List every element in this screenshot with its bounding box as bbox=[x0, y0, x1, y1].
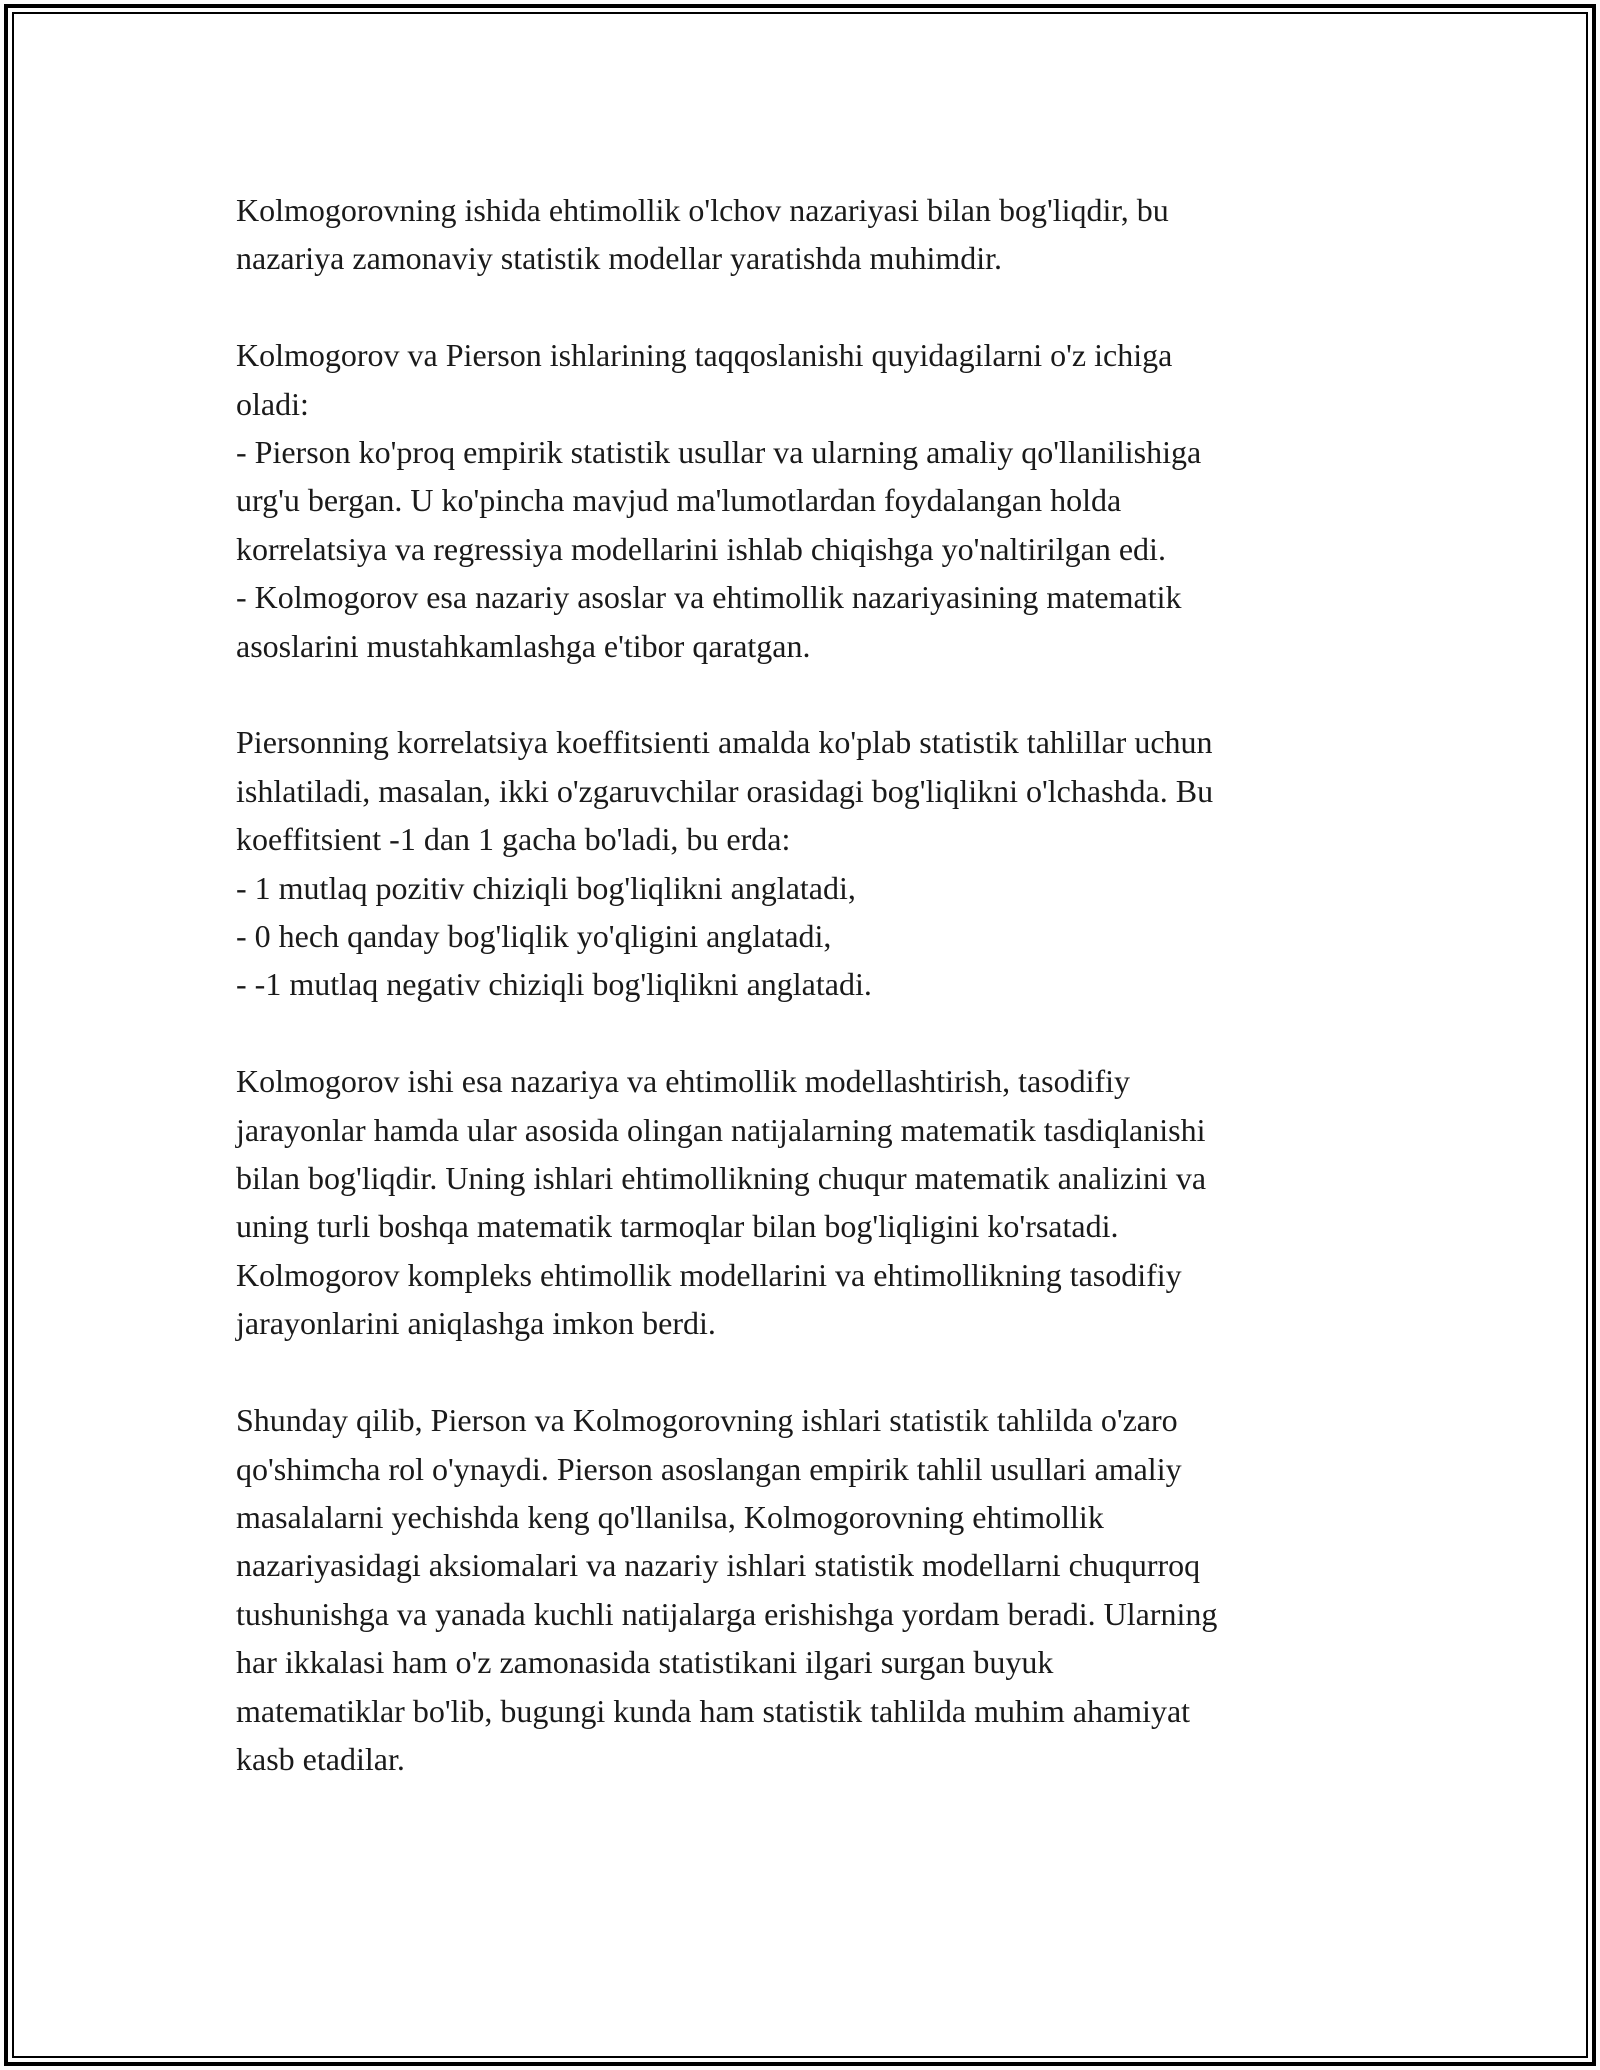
text-line: jarayonlar hamda ular asosida olingan natijalarning matematik tasdiqlanishi bbox=[236, 1111, 1206, 1148]
list-item: - 1 mutlaq pozitiv chiziqli bog'liqlikni anglatadi, bbox=[236, 869, 856, 906]
list-item: - Kolmogorov esa nazariy asoslar va ehtimollik nazariyasining matematik bbox=[236, 579, 1182, 616]
text-line: qo'shimcha rol o'ynaydi. Pierson asoslangan empirik tahlil usullari amaliy bbox=[236, 1450, 1182, 1487]
text-line: Piersonning korrelatsiya koeffitsienti amalda ko'plab statistik tahlillar uchun bbox=[236, 724, 1213, 761]
text-line: Kolmogorov va Pierson ishlarining taqqoslanishi quyidagilarni o'z ichiga bbox=[236, 337, 1173, 374]
text-line: masalalarni yechishda keng qo'llanilsa, Kolmogorovning ehtimollik bbox=[236, 1498, 1104, 1535]
text-line: bilan bog'liqdir. Uning ishlari ehtimollikning chuqur matematik analizini va bbox=[236, 1160, 1207, 1197]
text-line: Kolmogorov kompleks ehtimollik modellarini va ehtimollikning tasodifiy bbox=[236, 1256, 1182, 1293]
text-line: har ikkalasi ham o'z zamonasida statistikani ilgari surgan buyuk bbox=[236, 1644, 1054, 1681]
paragraph-2 bbox=[236, 331, 1376, 670]
text-line: korrelatsiya va regressiya modellarini ishlab chiqishga yo'naltirilgan edi. bbox=[236, 530, 1166, 567]
text-line: asoslarini mustahkamlashga e'tibor qaratgan. bbox=[236, 627, 811, 664]
text-line: urg'u bergan. U ko'pincha mavjud ma'lumotlardan foydalangan holda bbox=[236, 482, 1122, 519]
text-line: matematiklar bo'lib, bugungi kunda ham statistik tahlilda muhim ahamiyat bbox=[236, 1692, 1191, 1729]
paragraph-4 bbox=[236, 1057, 1376, 1347]
paragraph-5 bbox=[236, 1396, 1376, 1783]
text-line: Shunday qilib, Pierson va Kolmogorovning ishlari statistik tahlilda o'zaro bbox=[236, 1402, 1178, 1439]
paragraph-3 bbox=[236, 718, 1376, 1008]
document-body bbox=[236, 186, 1376, 1832]
text-line: Kolmogorovning ishida ehtimollik o'lchov nazariyasi bilan bog'liqdir, bu bbox=[236, 192, 1169, 228]
text-line: kasb etadilar. bbox=[236, 1740, 405, 1777]
text-line: ishlatiladi, masalan, ikki o'zgaruvchilar orasidagi bog'liqlikni o'lchashda. Bu bbox=[236, 772, 1214, 809]
text-line: nazariyasidagi aksiomalari va nazariy ishlari statistik modellarni chuqurroq bbox=[236, 1547, 1201, 1584]
list-item: - -1 mutlaq negativ chiziqli bog'liqlikni anglatadi. bbox=[236, 966, 872, 1003]
list-item: - Pierson ko'proq empirik statistik usullar va ularning amaliy qo'llanilishiga bbox=[236, 434, 1202, 471]
list-item: - 0 hech qanday bog'liqlik yo'qligini anglatadi, bbox=[236, 918, 832, 955]
text-line: koeffitsient -1 dan 1 gacha bo'ladi, bu erda: bbox=[236, 821, 791, 858]
text-line: Kolmogorov ishi esa nazariya va ehtimollik modellashtirish, tasodifiy bbox=[236, 1063, 1131, 1100]
text-line: uning turli boshqa matematik tarmoqlar bilan bog'liqligini ko'rsatadi. bbox=[236, 1208, 1119, 1245]
text-line: jarayonlarini aniqlashga imkon berdi. bbox=[236, 1305, 716, 1342]
paragraph-1 bbox=[236, 186, 1376, 283]
text-line: tushunishga va yanada kuchli natijalarga erishishga yordam beradi. Ularning bbox=[236, 1595, 1218, 1632]
text-line: oladi: bbox=[236, 385, 309, 422]
text-line: nazariya zamonaviy statistik modellar yaratishda muhimdir. bbox=[236, 240, 1002, 277]
